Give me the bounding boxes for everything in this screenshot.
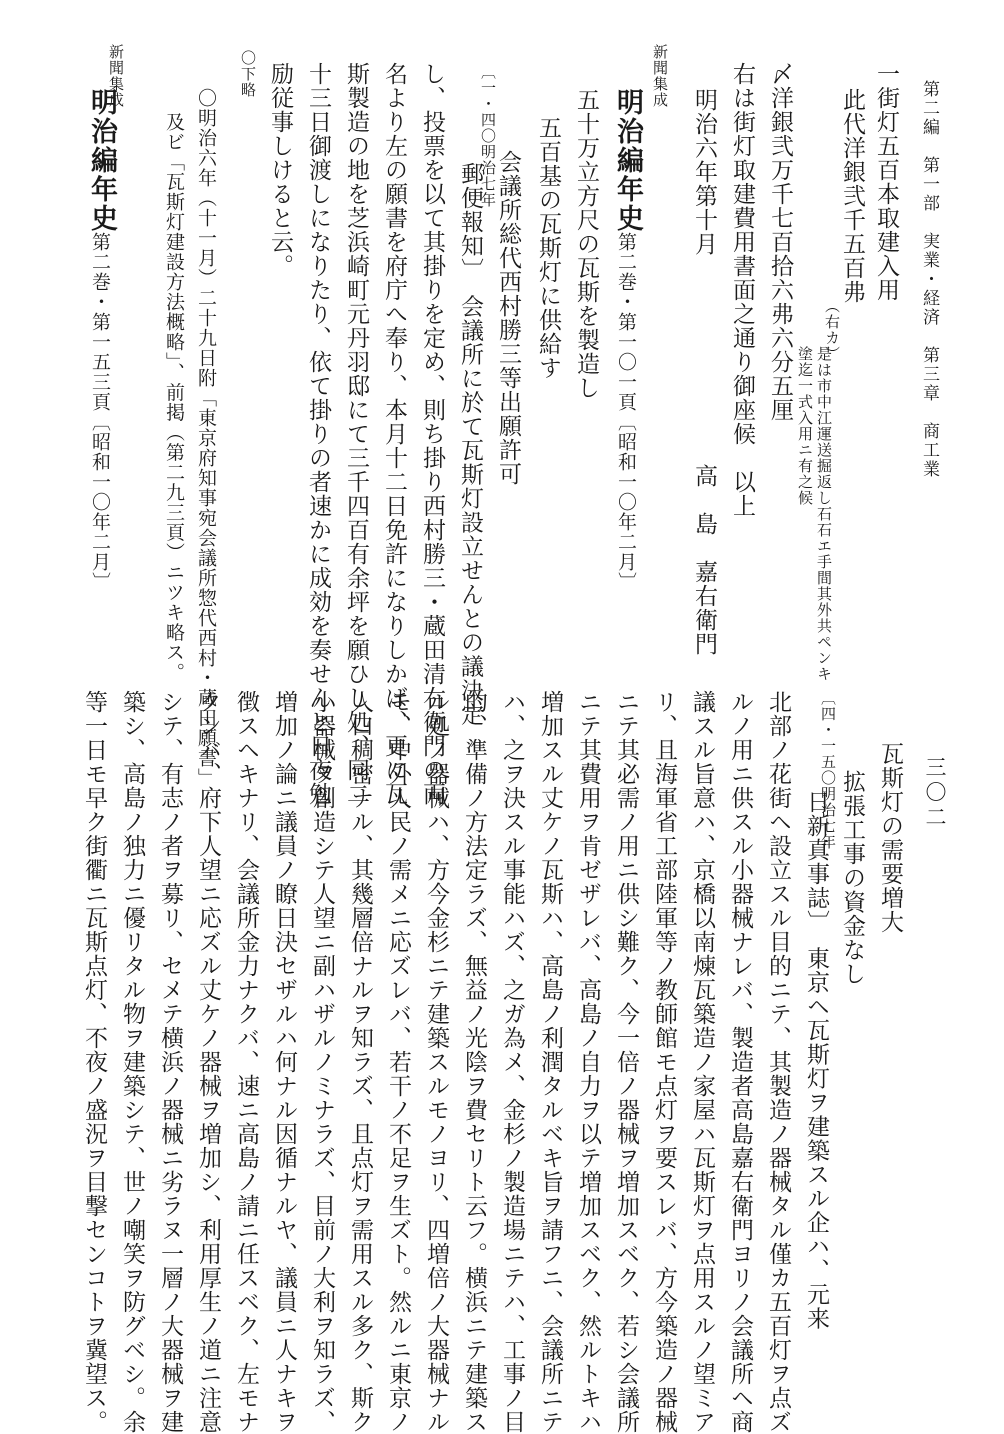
article-headline: 会議所総代西村勝三等出願許可 — [495, 150, 521, 486]
article-line: 増加スル丈ケノ瓦斯ハ、高島ノ利潤タルベキ旨ヲ請フニ、会議所ニテ — [537, 690, 563, 1434]
article-line: 日新真事誌〕 東京ヘ瓦斯灯ヲ建築スル企ハ、元来 — [803, 790, 829, 1331]
source-title: 明治編年史 — [86, 88, 117, 233]
article-line: ニテ其費用ヲ肯ゼザレバ、高島ノ自力ヲ以テ増加スベク、然ルトキハ — [575, 690, 601, 1434]
source-reference: 第二巻・第一〇一頁〔昭和一〇年二月〕 — [615, 232, 637, 592]
source-reference: 第二巻・第一五三頁〔昭和一〇年二月〕 — [89, 232, 111, 592]
article-line: 北部ノ花街ヘ設立スル目的ニテ、其製造ノ器械タル僅カ五百灯ヲ点ズ — [765, 690, 791, 1434]
article-line: 名より左の願書を府庁へ奉り、本月十二日免許になりしかば、更に瓦 — [381, 62, 407, 806]
omission-note: 〇下略 — [239, 50, 257, 98]
text-line: 一街灯五百本取建入用 — [873, 62, 899, 302]
source-tag: 新聞集成 — [651, 44, 669, 108]
article-line: 徴スヘキナリ、会議所金力ナクバ、速ニ高島ノ請ニ任スベク、左モナ — [233, 690, 259, 1434]
article-line: ハ、之ヲ決スル事能ハズ、之ガ為メ、金杉ノ製造場ニテハ、工事ノ目 — [499, 690, 525, 1434]
text-line: 塗迄一式入用ニ有之候 — [796, 346, 814, 506]
article-line: クンバ、府下人望ニ応ズル丈ケノ器械ヲ増加シ、利用厚生ノ道ニ注意 — [195, 690, 221, 1434]
signature-name: 高 島 嘉右衛門 — [691, 464, 717, 656]
article-line: 増加ノ論ニ議員ノ瞭日決セザルハ何ナル因循ナルヤ、議員ニ人ナキヲ — [271, 690, 297, 1434]
article-line: シテ、有志ノ者ヲ募リ、セメテ横浜ノ器械ニ劣ラヌ一層ノ大器械ヲ建 — [157, 690, 183, 1434]
source-title: 明治編年史 — [612, 88, 643, 233]
text-line: 〆洋銀弐万千七百拾六弗六分五厘 — [767, 62, 793, 422]
article-line: 等一日モ早ク街衢ニ瓦斯点灯、不夜ノ盛況ヲ目撃センコトヲ冀望ス。 — [81, 690, 107, 1434]
annotation: （右カ） — [823, 298, 841, 362]
article-headline: 五百基の瓦斯灯に供給す — [535, 116, 561, 380]
article-headline: 瓦斯灯の需要増大 — [877, 742, 903, 934]
article-source-tag: 〔一・四〇明治七年 — [479, 64, 497, 208]
editorial-note: 及ビ「瓦斯灯建設方法概略」、前掲（第二九三頁）ニツキ略ス。 — [163, 112, 185, 683]
article-line: 的、準備ノ方法定ラズ、無益ノ光陰ヲ費セリト云フ。横浜ニテ建築ス — [461, 690, 487, 1434]
running-head: 第二編 第一部 実業・経済 第三章 商工業 — [919, 80, 939, 479]
article-line: ルノ用ニ供スル小器械ナレバ、製造者高島嘉右衛門ヨリノ会議所ヘ商 — [727, 690, 753, 1434]
article-line: し、投票を以て其掛りを定め、則ち掛り西村勝三・蔵田清右衛門の両 — [419, 62, 445, 806]
article-line: リ、且海軍省工部陸軍等ノ教師館モ点灯ヲ要スレバ、方今築造ノ器械 — [651, 690, 677, 1434]
article-line: ル処ノ器械ハ、方今金杉ニテ建築スルモノヨリ、四増倍ノ大器械ナル — [423, 690, 449, 1434]
text-line: 右は街灯取建費用書面之通り御座候 以上 — [729, 62, 755, 518]
article-headline: 拡張工事の資金なし — [839, 770, 865, 986]
article-line: 築シ、高島ノ独力ニ優リタル物ヲ建築シテ、世ノ嘲笑ヲ防グベシ。余 — [119, 690, 145, 1434]
article-line: 十三日御渡しになりたり、依て掛りの者速かに成効を奏せんと日夜勉 — [305, 62, 331, 806]
article-line: 斯製造の地を芝浜崎町元丹羽邸にて三千四百有余坪を願ひし処、同二 — [343, 62, 369, 806]
editorial-note: 〇明治六年（十一月）二十九日附「東京府知事宛会議所惣代西村・蔵田願書」 — [195, 88, 217, 788]
text-line: 是は市中江運送掘返し石石エ手間其外共ペンキ — [815, 346, 833, 682]
source-tag: 新聞集成 — [107, 44, 125, 108]
article-line: 励従事しけると云。 — [267, 62, 293, 278]
page-number: 三〇二 — [923, 756, 947, 831]
text-line: 明治六年第十月 — [691, 88, 717, 256]
article-line: 人口稠密ナル、其幾層倍ナルヲ知ラズ、且点灯ヲ需用スル多ク、斯ク — [347, 690, 373, 1434]
article-line: 郵便報知〕 会議所に於て瓦斯灯設立せんとの議決定 — [457, 162, 483, 727]
article-line: モ、中外人民ノ需メニ応ズレバ、若干ノ不足ヲ生ズト。然ルニ東京ノ — [385, 690, 411, 1434]
text-line: 此代洋銀弐千五百弗 — [839, 88, 865, 304]
article-source-tag: 〔四・一五〇明治七年 — [819, 690, 837, 850]
article-headline: 五十万立方尺の瓦斯を製造し — [573, 88, 599, 400]
article-line: 小器械ヲ創造シテ人望ニ副ハザルノミナラズ、目前ノ大利ヲ知ラズ、 — [309, 690, 335, 1434]
article-line: 議スル旨意ハ、京橋以南煉瓦築造ノ家屋ハ瓦斯灯ヲ点用スルノ望ミア — [689, 690, 715, 1434]
article-line: ニテ其必需ノ用ニ供シ難ク、今一倍ノ器械ヲ増加スベク、若シ会議所 — [613, 690, 639, 1434]
